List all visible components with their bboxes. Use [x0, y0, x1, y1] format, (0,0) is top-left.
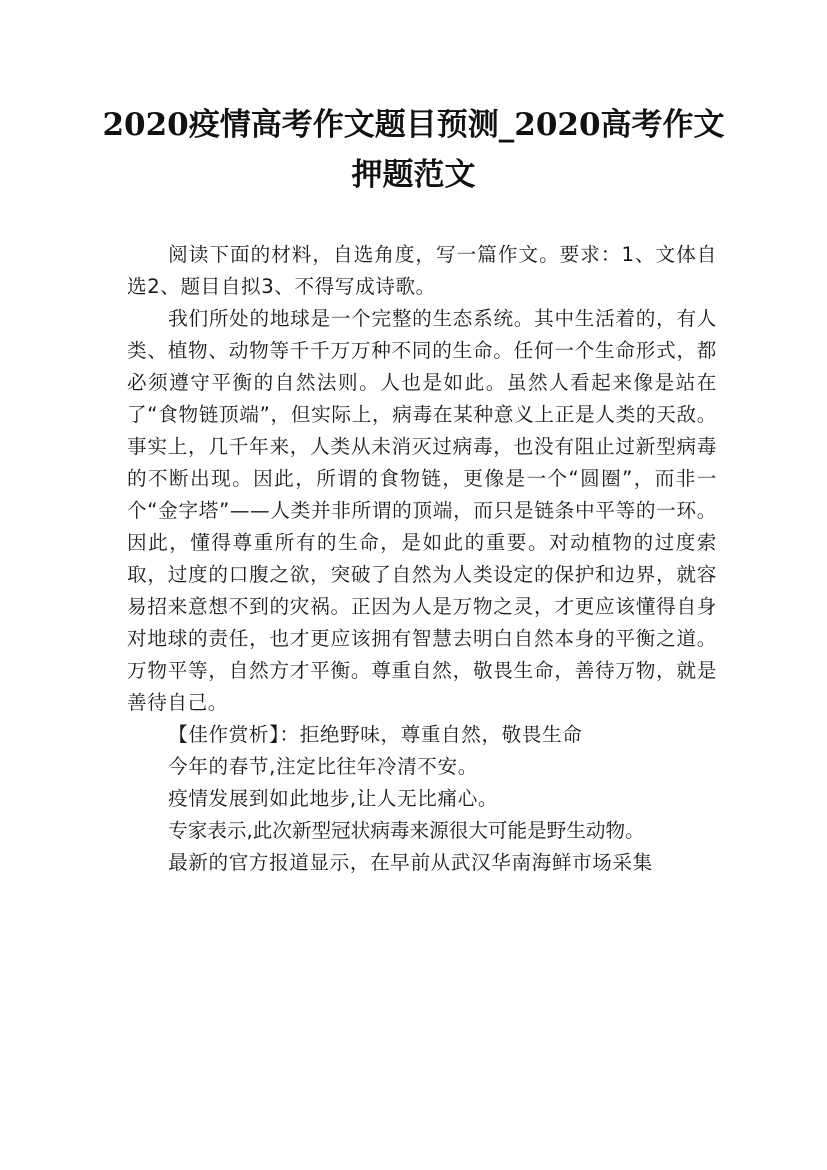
paragraph-essay-4: 最新的官方报道显示，在早前从武汉华南海鲜市场采集 [168, 851, 653, 874]
paragraph-essay-3: 专家表示,此次新型冠状病毒来源很大可能是野生动物。 [168, 819, 645, 842]
document-body [127, 239, 717, 879]
paragraph-material: 我们所处的地球是一个完整的生态系统。其中生活着的，有人类、植物、动物等千千万万种不同的生命。任何一个生命形式，都必须遵守平衡的自然法则。人也是如此。虽然人看起来像是站在了“食物链顶端”，但实际上，病毒在某种意义上正是人类的天敌。事实上，几千年来，人类从未消灭过病毒，也没有阻止过新型病毒的不断出现。因此，所谓的食物链，更像是一个“圆圈”，而非一个“金字塔”——人类并非所谓的顶端，而只是链条中平等的一环。因此，懂得尊重所有的生命，是如此的重要。对动植物的过度索取，过度的口腹之欲，突破了自然为人类设定的保护和边界，就容易招来意想不到的灾祸。正因为人是万物之灵，才更应该懂得自身对地球的责任，也才更应该拥有智慧去明白自然本身的平衡之道。万物平等，自然方才平衡。尊重自然，敬畏生命，善待万物，就是善待自己。 [127, 307, 717, 714]
paragraph-essay-2: 疫情发展到如此地步,让人无比痛心。 [168, 787, 499, 810]
paragraph-essay-heading: 【佳作赏析】：拒绝野味，尊重自然，敬畏生命 [168, 723, 583, 746]
document-title [90, 100, 737, 200]
paragraph-essay-1: 今年的春节,注定比往年冷清不安。 [168, 755, 478, 778]
title-line-2: 押题范文 [351, 157, 476, 193]
paragraph-prompt: 阅读下面的材料，自选角度，写一篇作文。要求：1、文体自选2、题目自拟3、不得写成诗歌。 [127, 243, 717, 298]
title-line-1: 2020疫情高考作文题目预测_2020高考作文 [102, 107, 725, 143]
